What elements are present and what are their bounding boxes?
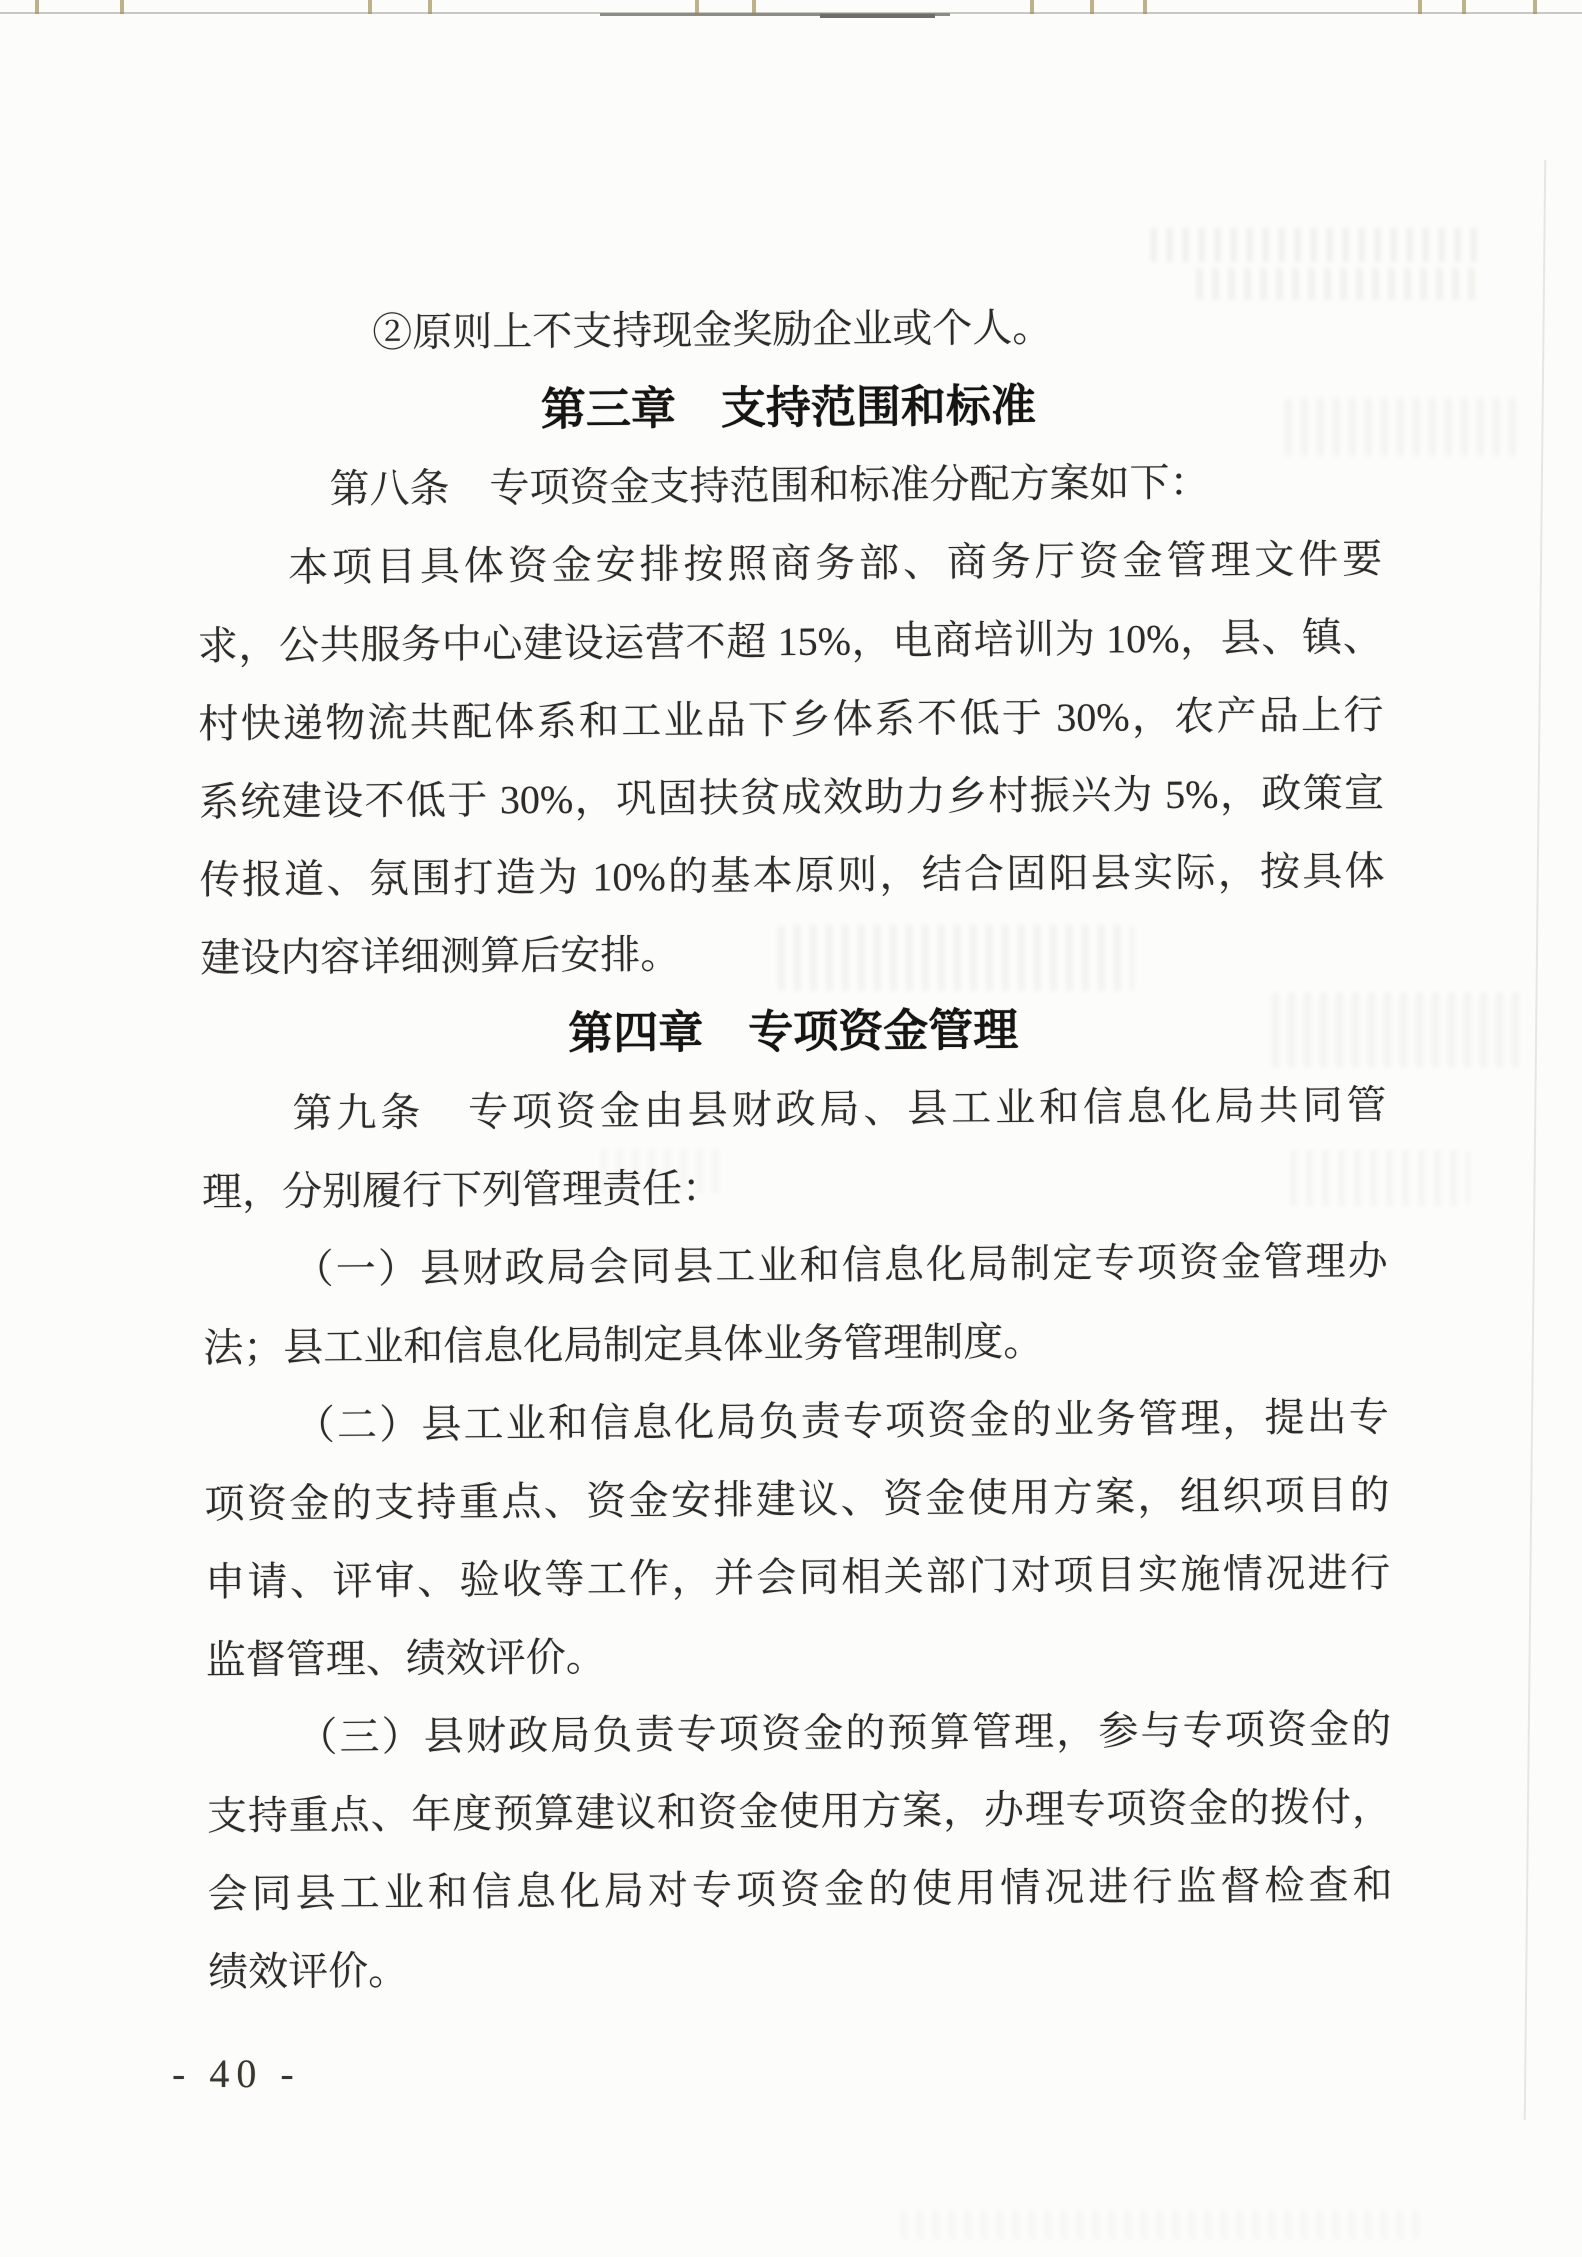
scan-tick-mark	[368, 0, 372, 14]
text-line: 系统建设不低于 30%，巩固扶贫成效助力乡村振兴为 5%，政策宣	[198, 770, 1385, 825]
scan-edge-line-darker	[820, 14, 935, 18]
text-line: 村快递物流共配体系和工业品下乡体系不低于 30%，农产品上行	[198, 692, 1384, 747]
text-line: 第九条 专项资金由县财政局、县工业和信息化局共同管	[292, 1082, 1387, 1136]
chapter-heading: 第四章 专项资金管理	[568, 1003, 1019, 1060]
bleed-through-artifact	[900, 2210, 1420, 2240]
page-edge-shadow	[1524, 160, 1547, 2120]
text-line: （三）县财政局负责专项资金的预算管理，参与专项资金的	[297, 1706, 1392, 1760]
page-number: - 40 -	[172, 2051, 301, 2096]
scan-tick-mark	[1418, 0, 1422, 14]
text-line: 理，分别履行下列管理责任：	[201, 1165, 723, 1215]
scan-tick-mark	[1090, 0, 1094, 14]
scan-tick-mark	[1533, 0, 1537, 14]
text-line: （二）县工业和信息化局负责专项资金的业务管理，提出专	[294, 1394, 1390, 1448]
scan-tick-mark	[695, 0, 699, 14]
text-line: （一）县财政局会同县工业和信息化局制定专项资金管理办	[293, 1238, 1388, 1292]
scan-tick-mark	[752, 0, 756, 14]
document-body	[195, 286, 1393, 2011]
bleed-through-artifact	[1150, 228, 1480, 262]
text-line: 绩效评价。	[208, 1948, 409, 1995]
text-line: 本项目具体资金安排按照商务部、商务厅资金管理文件要	[287, 536, 1383, 590]
scan-tick-mark	[428, 0, 432, 14]
text-line: 支持重点、年度预算建议和资金使用方案，办理专项资金的拨付，	[206, 1784, 1393, 1839]
text-line: 第八条 专项资金支持范围和标准分配方案如下：	[329, 459, 1210, 512]
scan-tick-mark	[1030, 0, 1034, 14]
text-line: 会同县工业和信息化局对专项资金的使用情况进行监督检查和	[207, 1862, 1393, 1917]
scan-tick-mark	[1143, 0, 1147, 14]
scan-tick-mark	[1462, 0, 1466, 14]
text-line: 建设内容详细测算后安排。	[200, 931, 681, 981]
text-line: ②原则上不支持现金奖励企业或个人。	[372, 304, 1053, 356]
text-line: 法；县工业和信息化局制定具体业务管理制度。	[203, 1319, 1044, 1371]
text-line: 求，公共服务中心建设运营不超 15%，电商培训为 10%，县、镇、	[197, 614, 1383, 669]
text-line: 监督管理、绩效评价。	[205, 1634, 606, 1683]
scan-tick-mark	[35, 0, 39, 14]
scan-tick-mark	[120, 0, 124, 14]
text-line: 项资金的支持重点、资金安排建议、资金使用方案，组织项目的	[204, 1472, 1390, 1527]
text-line: 申请、评审、验收等工作，并会同相关部门对项目实施情况进行	[204, 1550, 1391, 1605]
chapter-heading: 第三章 支持范围和标准	[540, 379, 1037, 436]
text-line: 传报道、氛围打造为 10%的基本原则，结合固阳县实际，按具体	[199, 848, 1385, 903]
